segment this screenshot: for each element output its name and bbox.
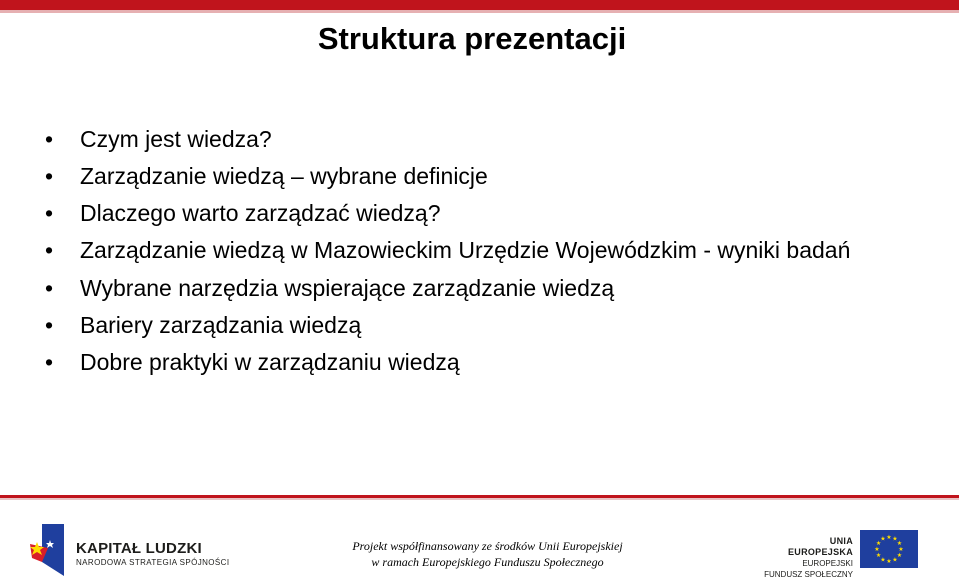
eu-flag-star: ★ (875, 541, 882, 547)
eu-flag-star: ★ (874, 547, 880, 553)
bullet-item: • Czym jest wiedza? (45, 122, 925, 156)
kapital-ludzki-subtitle: NARODOWA STRATEGIA SPÓJNOŚCI (76, 558, 230, 567)
eu-flag-star: ★ (896, 541, 903, 547)
eu-flag-star: ★ (896, 553, 903, 559)
top-accent-bar (0, 0, 959, 10)
eu-flag-star: ★ (880, 536, 886, 543)
bullet-dot: • (45, 237, 54, 263)
eu-line-3: FUNDUSZ SPOŁECZNY (764, 570, 853, 579)
eu-flag-star: ★ (880, 557, 886, 564)
top-accent-bar-light (0, 10, 959, 13)
bullet-item: • Bariery zarządzania wiedzą (45, 308, 925, 342)
project-funding-note (300, 538, 675, 570)
kapital-ludzki-logo-icon (28, 522, 68, 578)
bullet-dot: • (45, 126, 54, 152)
eu-flag-star: ★ (886, 535, 892, 541)
bullet-dot: • (45, 312, 54, 338)
eu-flag-star: ★ (898, 547, 904, 553)
bullet-dot: • (45, 275, 54, 301)
bullet-dot: • (45, 200, 54, 226)
project-line-2: w ramach Europejskiego Funduszu Społecznego (371, 555, 604, 569)
bullet-dot: • (45, 349, 54, 375)
eu-text-block (763, 536, 853, 580)
bullet-item: • Wybrane narzędzia wspierające zarządzanie wiedzą (45, 271, 925, 305)
bullet-item: • Zarządzanie wiedzą – wybrane definicje (45, 159, 925, 193)
eu-flag-star: ★ (875, 553, 882, 559)
kapital-ludzki-text (76, 540, 229, 568)
bullet-dot: • (45, 163, 54, 189)
eu-flag-star: ★ (892, 557, 898, 564)
eu-line-1: UNIA EUROPEJSKA (787, 536, 853, 557)
eu-flag-star: ★ (892, 536, 898, 543)
slide-title: Struktura prezentacji (317, 21, 627, 56)
eu-line-2: EUROPEJSKI (802, 559, 853, 568)
bullet-item: • Dobre praktyki w zarządzaniu wiedzą (45, 345, 925, 379)
bullet-item: • Zarządzanie wiedzą w Mazowieckim Urzędzie Wojewódzkim - wyniki badań (45, 233, 925, 268)
kapital-ludzki-title: KAPITAŁ LUDZKI (76, 540, 202, 557)
project-line-1: Projekt współfinansowany ze środków Unii Europejskiej (352, 539, 623, 553)
eu-flag-icon (860, 530, 918, 568)
bullet-item: • Dlaczego warto zarządzać wiedzą? (45, 196, 925, 230)
eu-flag-star: ★ (886, 559, 892, 565)
bullet-list (45, 122, 925, 379)
